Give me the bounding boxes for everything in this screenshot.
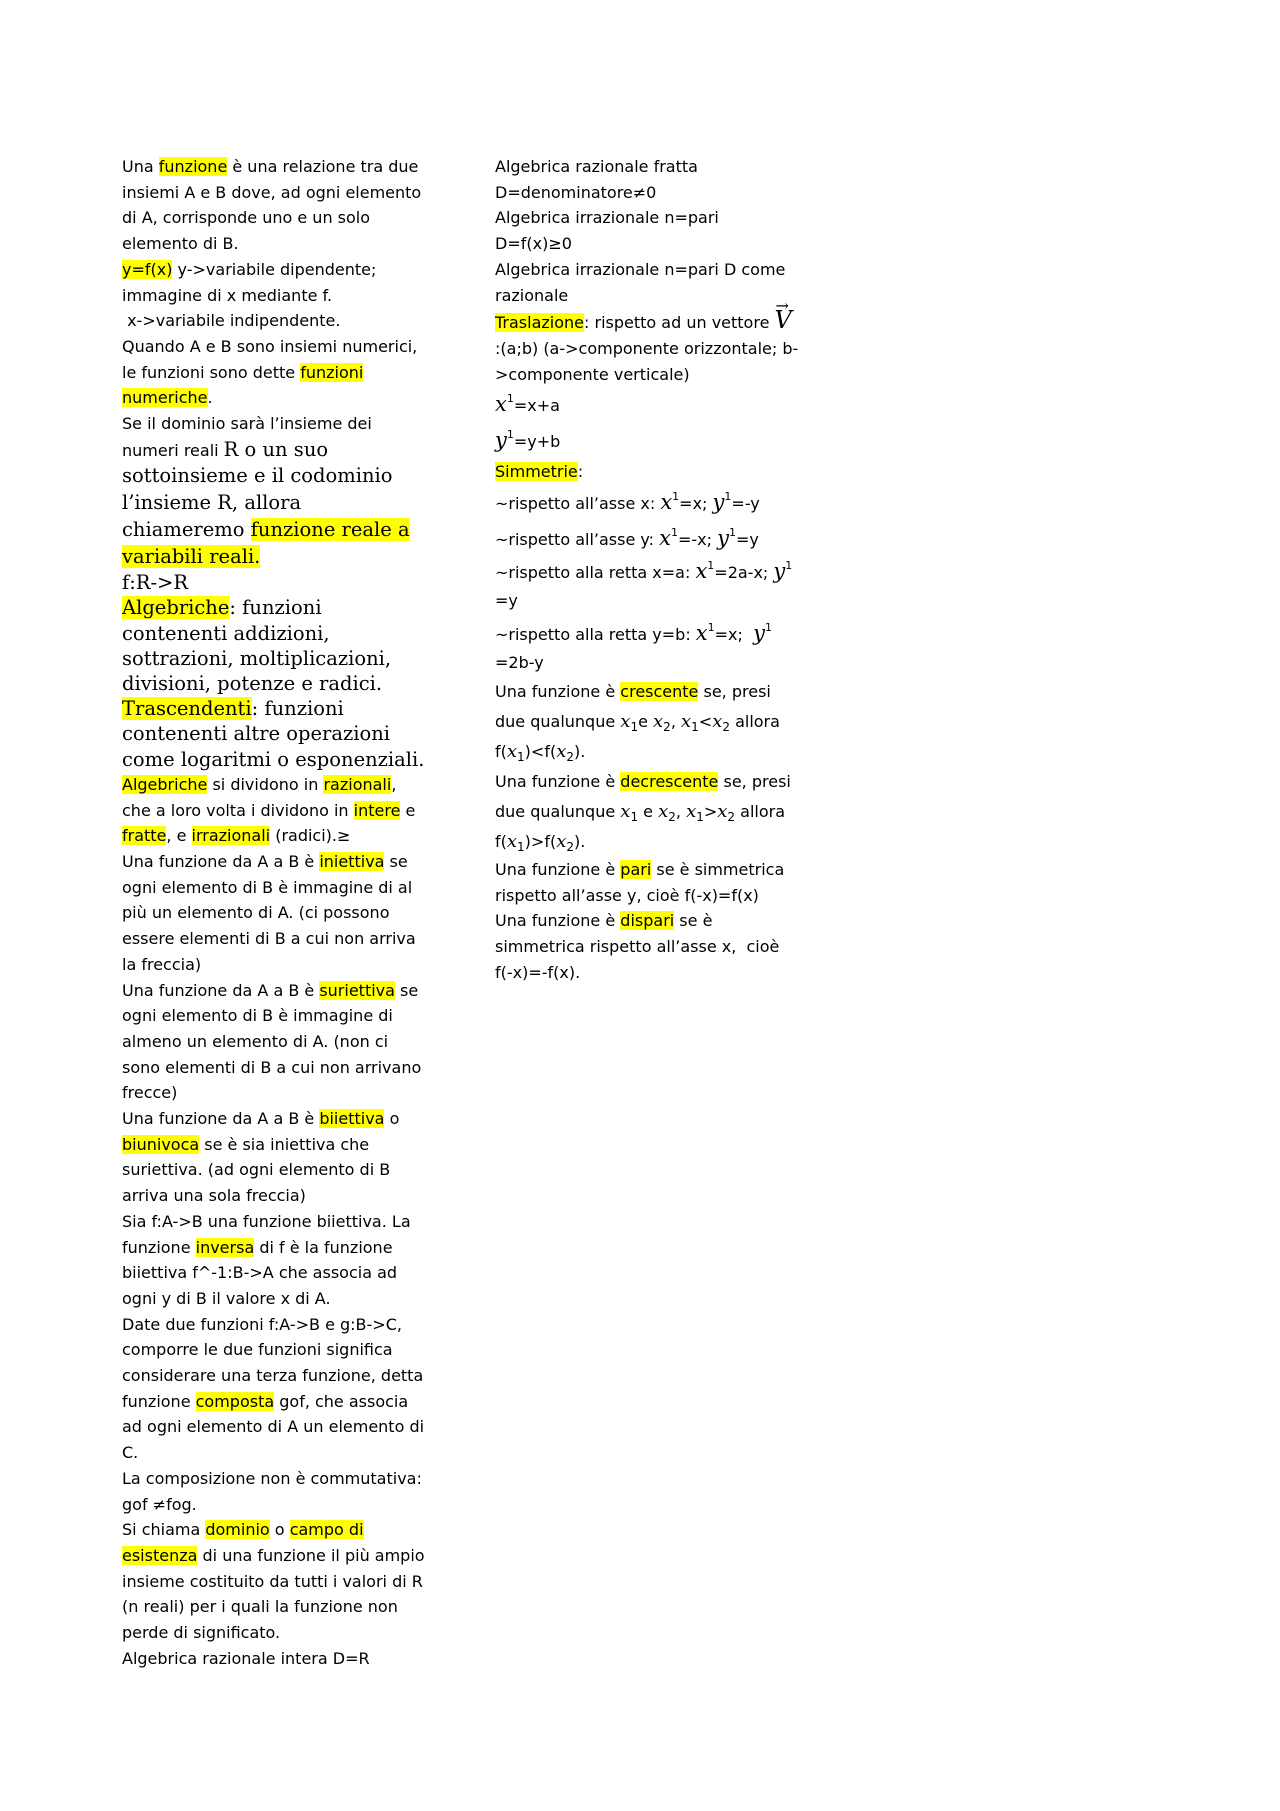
paragraph-variabile-indipendente: x->variabile indipendente.	[122, 311, 341, 331]
math-x: x	[695, 621, 708, 646]
text: Si chiama	[122, 1520, 206, 1540]
highlight: y=f(x)	[122, 259, 173, 279]
paragraph-trascendenti	[122, 696, 427, 772]
left-column	[122, 154, 427, 1671]
highlight: Algebriche	[122, 774, 208, 794]
highlight: inversa	[195, 1237, 255, 1257]
math-y: y	[712, 490, 725, 515]
paragraph-irrazionale-2: Algebrica irrazionale n=pari D come razionale	[495, 259, 786, 305]
text: =y	[736, 530, 759, 550]
paragraph-dispari	[495, 908, 800, 985]
highlight: funzioni numeriche	[122, 362, 364, 408]
paragraph-inversa	[122, 1209, 427, 1312]
superscript: 1	[672, 490, 680, 504]
paragraph-crescente	[495, 677, 800, 767]
highlight: funzione	[158, 157, 228, 176]
text: ~rispetto alla retta y=b:	[495, 625, 696, 645]
text: , e	[166, 826, 192, 846]
superscript: 1	[764, 621, 772, 635]
subscript: 2	[663, 720, 671, 735]
text: allora f(	[495, 802, 786, 852]
math-x: x	[659, 526, 671, 551]
highlight: suriettiva	[319, 980, 395, 1000]
text: se, presi due qualunque	[495, 682, 771, 732]
math-x: x	[506, 741, 518, 763]
text: =-x;	[678, 530, 718, 550]
superscript: 1	[729, 526, 736, 540]
text: gof, che associa ad ogni elemento di A un elemento di C.	[122, 1391, 425, 1463]
math-x: x	[556, 831, 567, 853]
subscript: 1	[517, 840, 525, 855]
highlight: biunivoca	[122, 1134, 200, 1154]
text: : rispetto ad un vettore	[584, 313, 775, 333]
right-column	[495, 154, 800, 986]
text: ~rispetto all’asse y:	[495, 530, 660, 550]
text: :(a;b) (a->componente orizzontale; b->componente verticale)	[495, 338, 799, 384]
highlight: iniettiva	[319, 851, 385, 871]
highlight: dispari	[620, 911, 675, 931]
text: Se il dominio sarà l’insieme dei numeri reali	[122, 414, 372, 460]
text-serif: R o un suo sottoinsieme e il codominio l’insieme R, allora chiameremo	[122, 437, 393, 541]
text: ).	[574, 742, 586, 762]
subscript: 2	[566, 840, 574, 855]
highlight: intere	[353, 800, 401, 820]
subscript: 1	[691, 720, 699, 735]
text: Una funzione è	[495, 860, 621, 880]
paragraph-irrazionale-1: Algebrica irrazionale n=pari D=f(x)≥0	[495, 208, 719, 254]
text: Una funzione da A a B è	[122, 980, 320, 1000]
math-y: y	[753, 621, 765, 646]
text: se, presi due qualunque	[495, 772, 791, 822]
math-x: x	[680, 711, 692, 733]
subscript: 1	[630, 810, 639, 825]
text: Una funzione da A a B è	[122, 1109, 320, 1129]
subscript: 2	[722, 720, 730, 735]
subscript: 2	[727, 810, 736, 825]
superscript: 1	[785, 559, 793, 573]
text: se è simmetrica rispetto all’asse y, cioè f(-x)=f(x)	[495, 860, 785, 905]
superscript: 1	[724, 490, 732, 504]
text: e	[400, 800, 416, 820]
text: o	[384, 1109, 400, 1129]
paragraph-classificazione	[122, 772, 427, 849]
text: y->variabile dipendente;	[172, 259, 377, 279]
math-x: x	[495, 392, 507, 417]
paragraph-yfx	[122, 257, 427, 283]
paragraph-biiettiva	[122, 1106, 427, 1209]
formula-x-translation	[495, 387, 800, 423]
text: Una	[122, 157, 159, 176]
text: se è sia iniettiva che suriettiva. (ad ogni elemento di B arriva una sola freccia)	[122, 1134, 391, 1206]
text: : funzioni contenenti addizioni, sottrazioni, moltiplicazioni, divisioni, potenze e radici.	[122, 596, 392, 696]
text: (radici).≥	[270, 826, 351, 846]
math-x: x	[620, 711, 631, 733]
paragraph-simmetrie	[495, 459, 800, 485]
text: di una funzione il più ampio insieme costituito da tutti i valori di R (n reali) per i quali la funzione non perde di significato.	[122, 1545, 425, 1643]
subscript: 1	[630, 720, 639, 735]
math-x: x	[717, 801, 728, 823]
paragraph-composta	[122, 1312, 427, 1466]
subscript: 1	[696, 810, 704, 825]
paragraph-immagine: immagine di x mediante f.	[122, 285, 333, 305]
text: se ogni elemento di B è immagine di al più un elemento di A. (ci possono essere elementi di B a cui non arriva la freccia)	[122, 851, 416, 974]
text: di f è la funzione biiettiva f^-1:B->A che associa ad ogni y di B il valore x di A.	[122, 1237, 398, 1308]
paragraph-decrescente	[495, 767, 800, 857]
paragraph-dominio	[122, 1517, 427, 1646]
text: Sia f:A->B una funzione biiettiva. La funzione	[122, 1211, 411, 1257]
vector-v-symbol: → V	[775, 308, 792, 332]
highlight: composta	[195, 1391, 275, 1411]
text: )<f(	[524, 742, 557, 762]
text: se è simmetrica rispetto all’asse x, cioè f(-x)=-f(x).	[495, 911, 785, 982]
superscript: 1	[506, 392, 514, 406]
text: e	[638, 802, 659, 822]
highlight: dominio	[205, 1520, 270, 1540]
text: ,	[670, 712, 681, 732]
text: f(	[495, 742, 507, 762]
text: : funzioni contenenti altre operazioni come logaritmi o esponenziali.	[122, 697, 425, 771]
math-x: x	[658, 801, 669, 823]
text: ,	[675, 802, 687, 822]
paragraph-suriettiva	[122, 978, 427, 1107]
text: =-y	[731, 494, 760, 514]
text: è una relazione tra due insiemi A e B dove, ad ogni elemento di A, corrisponde uno e un solo elemento di B.	[122, 157, 422, 254]
text: )>f(	[524, 832, 557, 852]
math-y: y	[773, 559, 786, 584]
text: ).	[574, 832, 586, 852]
subscript: 1	[517, 750, 525, 765]
text: si dividono in	[207, 774, 324, 794]
math-y: y	[495, 428, 507, 453]
text: Date due funzioni f:A->B e g:B->C, comporre le due funzioni significa considerare una terza funzione, detta funzione	[122, 1314, 424, 1411]
superscript: 1	[707, 559, 715, 573]
math-x: x	[620, 801, 631, 823]
paragraph-razionale-intera: Algebrica razionale intera D=R	[122, 1648, 370, 1668]
text: Quando A e B sono insiemi numerici, le funzioni sono dette	[122, 336, 418, 382]
math-x: x	[712, 711, 723, 733]
paragraph-algebriche	[122, 595, 427, 696]
text: .	[207, 388, 213, 408]
math-x: x	[695, 559, 708, 584]
text: =x+a	[513, 396, 560, 416]
math-y: y	[717, 526, 729, 551]
superscript: 1	[506, 428, 514, 442]
highlight: Simmetrie	[495, 462, 578, 482]
paragraph-traslazione	[495, 308, 800, 387]
highlight: crescente	[620, 682, 699, 702]
symmetry-asse-x	[495, 485, 800, 521]
math-x: x	[660, 490, 673, 515]
text: <	[698, 712, 713, 732]
symmetry-retta-y	[495, 619, 800, 677]
text: =y+b	[513, 432, 561, 452]
text: Una funzione è	[495, 911, 621, 931]
symmetry-asse-y	[495, 521, 800, 557]
paragraph-dominio-reale	[122, 411, 427, 570]
text: Una funzione è	[495, 772, 621, 792]
math-x: x	[556, 741, 567, 763]
text: , che a loro volta i dividono in	[122, 774, 397, 820]
highlight: biiettiva	[319, 1109, 385, 1129]
text: o	[269, 1520, 290, 1540]
text: =x;	[714, 625, 754, 645]
paragraph-fRR: f:R->R	[122, 571, 189, 595]
math-x: x	[653, 711, 664, 733]
text: e	[638, 712, 654, 732]
text: =x;	[679, 494, 713, 514]
highlight: campo di esistenza	[122, 1520, 364, 1565]
formula-y-translation	[495, 423, 800, 459]
paragraph-funzioni-numeriche	[122, 334, 427, 411]
highlight: fratte	[122, 826, 167, 846]
math-x: x	[506, 831, 518, 853]
definition-funzione	[122, 154, 427, 257]
symmetry-retta-x	[495, 557, 800, 615]
highlight: Algebriche	[122, 596, 230, 620]
subscript: 2	[566, 750, 574, 765]
highlight: Traslazione	[495, 313, 585, 333]
highlight: pari	[620, 860, 652, 880]
text: ~rispetto all’asse x:	[495, 494, 661, 514]
math-x: x	[686, 801, 697, 823]
highlight: Trascendenti	[122, 697, 252, 721]
text: allora	[729, 712, 780, 732]
text: Una funzione da A a B è	[122, 851, 320, 871]
highlight: razionali	[323, 774, 392, 794]
text: =y	[495, 591, 518, 611]
paragraph-commutativa: La composizione non è commutativa: gof ≠fog.	[122, 1468, 422, 1514]
paragraph-razionale-fratta: Algebrica razionale fratta D=denominatore≠0	[495, 157, 698, 202]
highlight: funzione reale a variabili reali.	[122, 517, 410, 568]
text: ~rispetto alla retta x=a:	[495, 563, 696, 583]
text: >	[703, 802, 718, 822]
text: :	[577, 462, 584, 482]
text: Una funzione è	[495, 682, 621, 702]
subscript: 2	[668, 810, 676, 825]
text: se ogni elemento di B è immagine di almeno un elemento di A. (non ci sono elementi di B a cui non arrivano frecce)	[122, 980, 422, 1103]
paragraph-iniettiva	[122, 849, 427, 978]
superscript: 1	[671, 526, 678, 540]
superscript: 1	[707, 621, 715, 635]
text: =2b-y	[495, 653, 544, 673]
paragraph-pari	[495, 857, 800, 908]
highlight: irrazionali	[191, 826, 271, 846]
text: =2a-x;	[714, 563, 774, 583]
highlight: decrescente	[620, 772, 719, 792]
